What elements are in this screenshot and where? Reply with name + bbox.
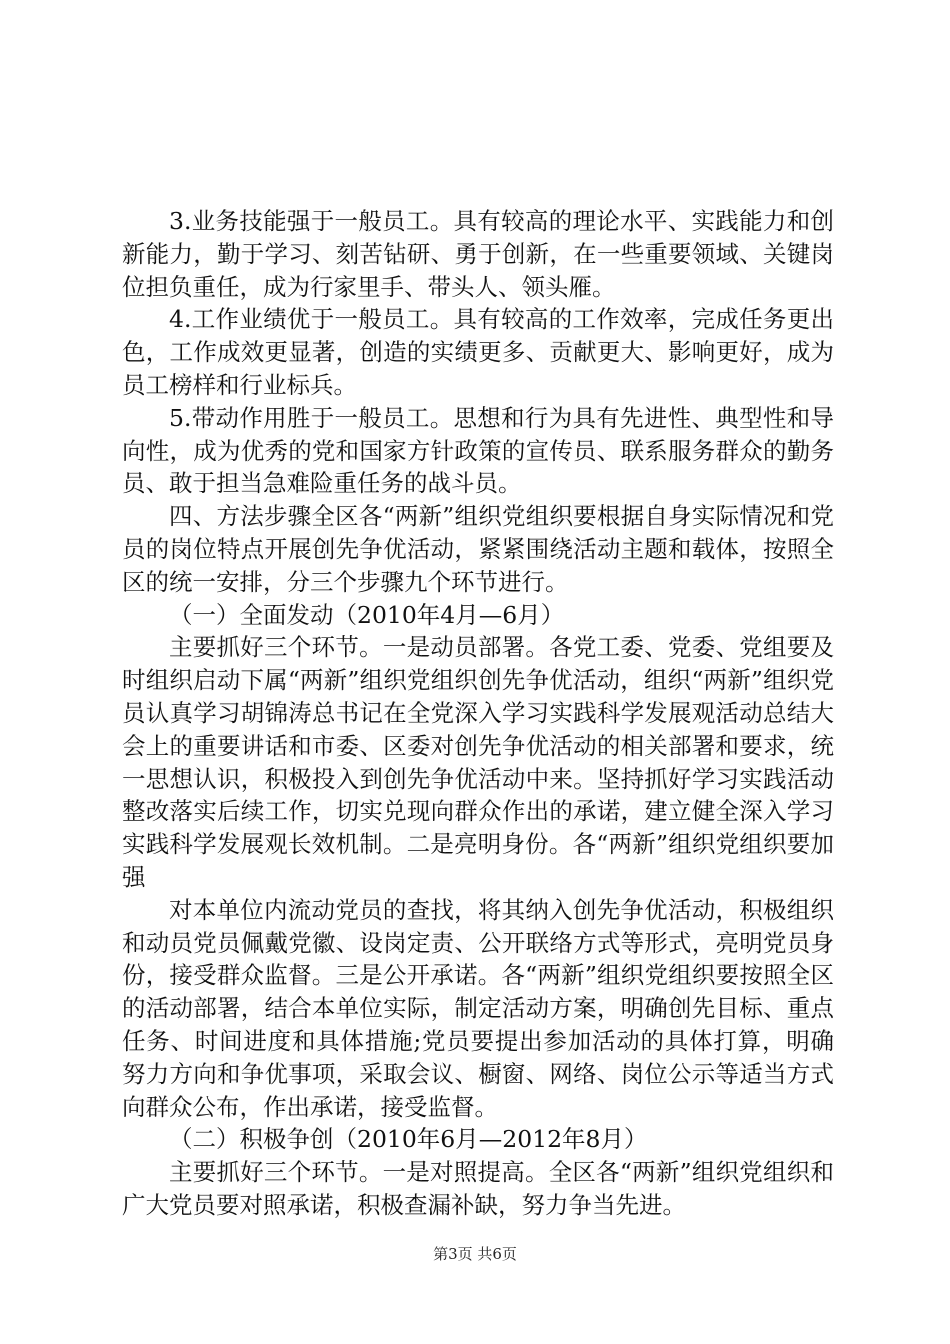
paragraph-striving-1: 主要抓好三个环节。一是对照提高。全区各“两新”组织党组织和广大党员要对照承诺，积极查漏补缺，努力争当先进。 — [122, 1158, 834, 1219]
paragraph-item-4: 4.工作业绩优于一般员工。具有较高的工作效率，完成任务更出色，工作成效更显著，创造的实绩更多、贡献更大、影响更好，成为员工榜样和行业标兵。 — [122, 305, 834, 399]
subheading-striving: （二）积极争创（2010年6月—2012年8月） — [169, 1125, 648, 1154]
paragraph-item-5: 5.带动作用胜于一般员工。思想和行为具有先进性、典型性和导向性，成为优秀的党和国家方针政策的宣传员、联系服务群众的勤务员、敢于担当急难险重任务的战斗员。 — [122, 403, 834, 498]
document-body — [122, 205, 834, 1222]
subheading-mobilization: （一）全面发动（2010年4月—6月） — [169, 600, 565, 629]
paragraph-item-3: 3.业务技能强于一般员工。具有较高的理论水平、实践能力和创新能力，勤于学习、刻苦钻研、勇于创新，在一些重要领域、关键岗位担负重任，成为行家里手、带头人、领头雁。 — [122, 207, 834, 301]
paragraph-mobilization-2: 对本单位内流动党员的查找，将其纳入创先争优活动，积极组织和动员党员佩戴党徽、设岗定责、公开联络方式等形式，亮明党员身份，接受群众监督。三是公开承诺。各“两新”组织党组织要按照全区的活动部署，结合本单位实际，制定活动方案，明确创先目标、重点任务、时间进度和具体措施;党员要提出参加活动的具体打算，明确努力方向和争优事项，采取会议、橱窗、网络、岗位公示等适当方式向群众公布，作出承诺，接受监督。 — [122, 895, 834, 1121]
paragraph-mobilization-1: 主要抓好三个环节。一是动员部署。各党工委、党委、党组要及时组织启动下属“两新”组织党组织创先争优活动，组织“两新”组织党员认真学习胡锦涛总书记在全党深入学习实践科学发展观活动总结大会上的重要讲话和市委、区委对创先争优活动的相关部署和要求，统一思想认识，积极投入到创先争优活动中来。坚持抓好学习实践活动整改落实后续工作，切实兑现向群众作出的承诺，建立健全深入学习实践科学发展观长效机制。二是亮明身份。各“两新”组织党组织要加强 — [122, 633, 834, 891]
page-footer: 第3页 共6页 — [433, 1245, 517, 1263]
paragraph-section-4-methods: 四、方法步骤全区各“两新”组织党组织要根据自身实际情况和党员的岗位特点开展创先争优活动，紧紧围绕活动主题和载体，按照全区的统一安排，分三个步骤九个环节进行。 — [122, 502, 834, 596]
